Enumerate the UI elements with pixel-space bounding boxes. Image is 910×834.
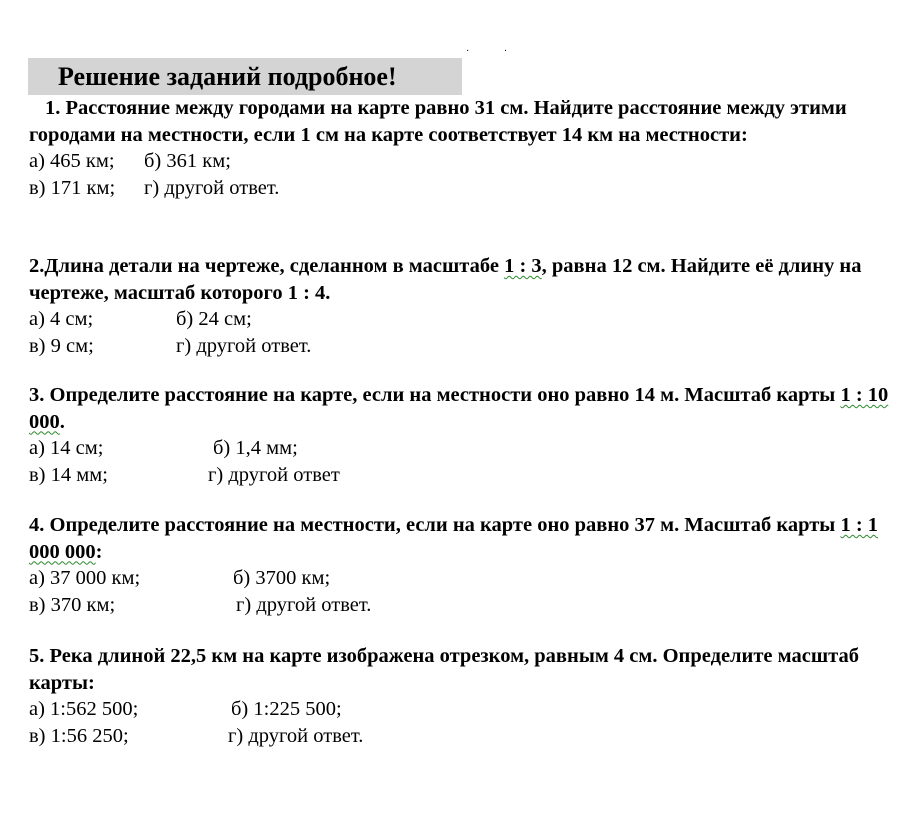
question-4-text-end: : xyxy=(95,540,103,563)
question-1-text: 1. Расстояние между городами на карте равно 31 см. Найдите расстояние между этими городами на местности, если 1 см на карте соответствует 14 км на местности: xyxy=(29,97,847,146)
question-5-text: 5. Река длиной 22,5 км на карте изображена отрезком, равным 4 см. Определите масштаб карты: xyxy=(29,645,859,694)
option-b: б) 1:225 500; xyxy=(231,698,342,720)
question-2-text-end: , равна 12 см. Найдите её длину на чертеже, масштаб которого 1 : 4. xyxy=(29,255,862,304)
option-d: г) другой ответ. xyxy=(228,724,364,747)
option-b: б) 24 см; xyxy=(176,308,252,330)
question-2-scale: 1 : 3 xyxy=(504,255,542,277)
question-2-text-start: 2.Длина детали на чертеже, сделанном в масштабе xyxy=(29,255,505,277)
option-b: б) 361 км; xyxy=(144,150,231,172)
option-d: г) другой ответ xyxy=(208,463,340,486)
option-a: а) 14 см; xyxy=(29,437,104,459)
option-a: а) 465 км; xyxy=(29,150,115,172)
option-b: б) 3700 км; xyxy=(233,567,331,589)
question-4-text-start: 4. Определите расстояние на местности, если на карте оно равно 37 м. Масштаб карты xyxy=(29,514,841,536)
question-4-scale: 1 : 1 000 000 xyxy=(29,514,879,563)
option-c: в) 1:56 250; xyxy=(29,724,129,747)
question-1-options xyxy=(29,148,889,201)
decorative-dots: · · xyxy=(466,46,524,57)
question-4-options xyxy=(29,565,889,618)
question-2-text xyxy=(29,253,889,306)
question-4-text xyxy=(29,512,889,565)
question-3-text-start: 3. Определите расстояние на карте, если на местности оно равно 14 м. Масштаб карты xyxy=(29,384,841,406)
option-a: а) 1:562 500; xyxy=(29,698,139,720)
question-2-options xyxy=(29,306,889,359)
question-3-text xyxy=(29,382,889,435)
question-1 xyxy=(29,95,889,201)
option-d: г) другой ответ. xyxy=(176,334,312,357)
option-c: в) 14 мм; xyxy=(29,463,108,486)
question-3-options xyxy=(29,435,889,488)
option-d: г) другой ответ. xyxy=(144,176,280,199)
question-3 xyxy=(29,382,889,488)
option-a: а) 4 см; xyxy=(29,308,94,330)
option-a: а) 37 000 км; xyxy=(29,567,141,589)
option-c: в) 370 км; xyxy=(29,593,116,616)
page-title: Решение заданий подробное! xyxy=(58,62,397,91)
question-2 xyxy=(29,253,889,359)
option-d: г) другой ответ. xyxy=(236,593,372,616)
option-b: б) 1,4 мм; xyxy=(213,437,298,459)
question-3-scale: 1 : 10 000 xyxy=(29,384,889,433)
question-5-options xyxy=(29,696,889,749)
option-c: в) 171 км; xyxy=(29,176,116,199)
option-c: в) 9 см; xyxy=(29,334,94,357)
question-3-text-end: . xyxy=(59,410,65,433)
question-5 xyxy=(29,643,889,749)
question-4 xyxy=(29,512,889,618)
